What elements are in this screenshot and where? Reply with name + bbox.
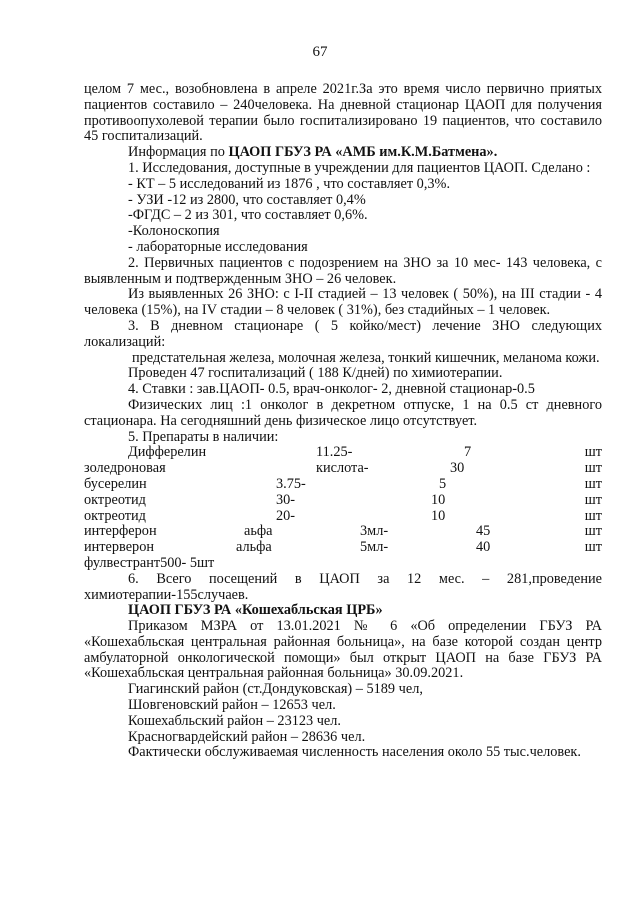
item-colonoscopy: -Колоноскопия bbox=[128, 223, 220, 240]
item-fgds: -ФГДС – 2 из 301, что составляет 0,6%. bbox=[128, 207, 368, 224]
item-lab: - лабораторные исследования bbox=[128, 238, 308, 255]
drug-extra: альфа bbox=[236, 539, 272, 556]
drug-row bbox=[84, 461, 602, 477]
drug-name: интерферон bbox=[84, 523, 157, 540]
drug-unit: шт bbox=[584, 539, 602, 556]
drug-extra: кислота- bbox=[316, 460, 369, 477]
drug-unit: шт bbox=[584, 523, 602, 540]
info-prefix: Информация по bbox=[128, 144, 229, 161]
district-koshekhablsky: Кошехабльский район – 23123 чел. bbox=[128, 712, 341, 729]
district-giaginsky: Гиагинский район (ст.Дондуковская) – 5189 чел, bbox=[128, 681, 423, 698]
drug-row bbox=[84, 477, 602, 493]
fulvestrant-line: фулвестрант500- 5шт bbox=[84, 554, 215, 571]
drug-dose: 5мл- bbox=[360, 539, 389, 556]
section-heading-text: ЦАОП ГБУЗ РА «Кошехабльская ЦРБ» bbox=[128, 602, 383, 619]
item-1: 1. Исследования, доступные в учреждении для пациентов ЦАОП. Сделано : bbox=[128, 159, 591, 176]
drug-name: интерверон bbox=[84, 539, 155, 556]
district-krasnogvardeysky: Красногвардейский район – 28636 чел. bbox=[128, 728, 366, 745]
drug-qty: 10 bbox=[431, 507, 446, 524]
drug-qty: 5 bbox=[439, 475, 447, 492]
item-5: 5. Препараты в наличии: bbox=[128, 428, 279, 445]
stages-paragraph: Из выявленных 26 ЗНО: с I-II стадией – 13 человек ( 50%), на III стадии - 4 человека (15%), на IV стадии – 8 человек ( 31%), без стадийных – 1 человек. bbox=[84, 286, 602, 319]
localizations: предстательная железа, молочная железа, тонкий кишечник, меланома кожи. bbox=[132, 349, 600, 366]
drug-name: октреотид bbox=[84, 507, 146, 524]
page-number: 67 bbox=[312, 44, 328, 60]
drug-dose: 3.75- bbox=[276, 475, 306, 492]
drug-unit: шт bbox=[584, 460, 602, 477]
physical-persons: Физических лиц :1 онколог в декретном отпуске, 1 на 0.5 ст дневного стационара. На сегодняшний день физическое лицо отсутствует. bbox=[84, 396, 602, 429]
drug-dose: 20- bbox=[276, 507, 296, 524]
drug-name: октреотид bbox=[84, 491, 146, 508]
drug-dose: 3мл- bbox=[360, 523, 389, 540]
drug-row bbox=[84, 445, 602, 461]
item-6: 6. Всего посещений в ЦАОП за 12 мес. – 281,проведение химиотерапии-155случаев. bbox=[84, 570, 602, 603]
drug-name: золедроновая bbox=[84, 460, 166, 477]
district-shovgenovsky: Шовгеновский район – 12653 чел. bbox=[128, 697, 336, 714]
drug-qty: 40 bbox=[476, 539, 491, 556]
drug-row bbox=[84, 524, 602, 540]
drug-row bbox=[84, 540, 602, 556]
drug-unit: шт bbox=[584, 444, 602, 461]
hospitalizations: Проведен 47 госпитализаций ( 188 К/дней) по химиотерапии. bbox=[128, 365, 503, 382]
drug-qty: 7 bbox=[464, 444, 472, 461]
drug-extra: аьфа bbox=[244, 523, 273, 540]
item-2: 2. Первичных пациентов с подозрением на ЗНО за 10 мес- 143 человека, с выявленным и подтвержденным ЗНО – 26 человек. bbox=[84, 254, 602, 287]
drug-unit: шт bbox=[584, 475, 602, 492]
drug-row bbox=[84, 509, 602, 525]
section-heading bbox=[84, 603, 602, 619]
drug-unit: шт bbox=[584, 507, 602, 524]
document-body bbox=[84, 82, 602, 761]
drug-qty: 10 bbox=[431, 491, 446, 508]
population-paragraph: Фактически обслуживаемая численность населения около 55 тыс.человек. bbox=[128, 744, 581, 761]
item-kt: - КТ – 5 исследований из 1876 , что составляет 0,3%. bbox=[128, 175, 451, 192]
item-uzi: - УЗИ -12 из 2800, что составляет 0,4% bbox=[128, 191, 366, 208]
drug-unit: шт bbox=[584, 491, 602, 508]
drug-row bbox=[84, 493, 602, 509]
drug-qty: 45 bbox=[476, 523, 491, 540]
info-heading bbox=[84, 145, 602, 161]
drug-dose: 11.25- bbox=[316, 444, 353, 461]
drug-name: Дифферелин bbox=[128, 444, 207, 461]
drug-name: бусерелин bbox=[84, 475, 147, 492]
paragraph-intro: целом 7 мес., возобновлена в апреле 2021г.За это время число первично приятых пациентов составило – 240человека. На дневной стационар ЦАОП для получения противоопухолевой терапии было госпитализировано 19 пациентов, что составило 45 госпитализаций. bbox=[84, 81, 602, 145]
info-org-name: ЦАОП ГБУЗ РА «АМБ им.К.М.Батмена». bbox=[228, 144, 498, 161]
item-3: 3. В дневном стационаре ( 5 койко/мест) лечение ЗНО следующих локализаций: bbox=[84, 317, 602, 350]
order-paragraph: Приказом МЗРА от 13.01.2021 № 6 «Об определении ГБУЗ РА «Кошехабльская центральная районная больница», на базе которой создан центр амбулаторной онкологической помощи» был открыт ЦАОП на базе ГБУЗ РА «Кошехабльская центральная районная больница» 30.09.2021. bbox=[84, 618, 602, 682]
item-4: 4. Ставки : зав.ЦАОП- 0.5, врач-онколог- 2, дневной стационар-0.5 bbox=[128, 381, 535, 398]
drug-dose: 30- bbox=[276, 491, 296, 508]
drug-qty: 30 bbox=[450, 460, 465, 477]
